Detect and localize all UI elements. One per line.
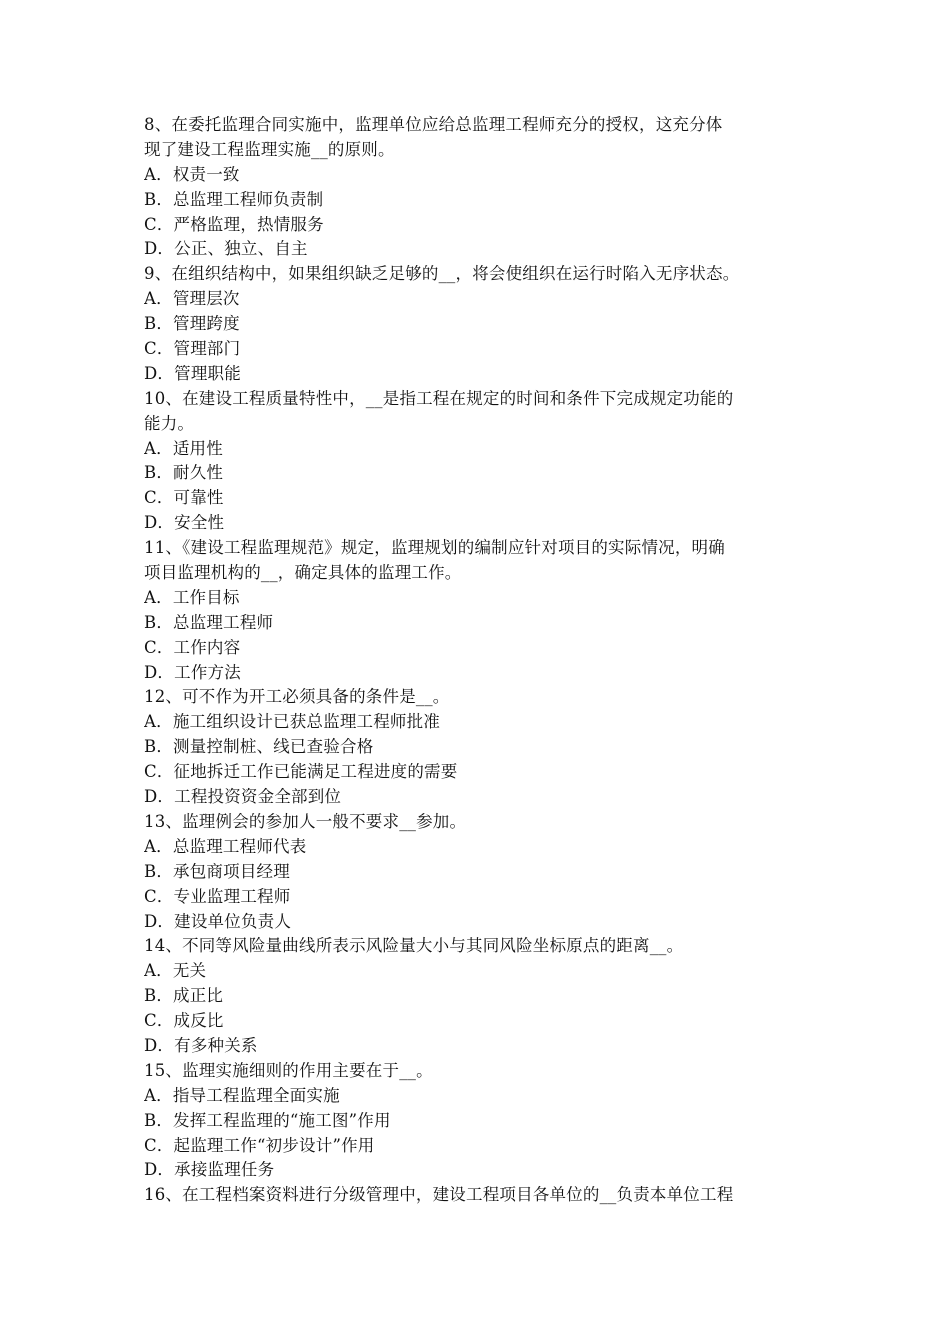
option-b: B．发挥工程监理的“施工图”作用: [144, 1110, 391, 1130]
question-16: [144, 1183, 808, 1208]
question-9: [144, 262, 808, 386]
option-d: D．管理职能: [144, 363, 241, 383]
option-b: B．测量控制桩、线已查验合格: [144, 737, 374, 757]
option-c: C．征地拆迁工作已能满足工程进度的需要: [144, 762, 458, 782]
question-text-line: 9、在组织结构中，如果组织缺乏足够的__，将会使组织在运行时陷入无序状态。: [144, 264, 740, 284]
question-text-line: 14、不同等风险量曲线所表示风险量大小与其同风险坐标原点的距离__。: [144, 936, 684, 956]
option-c: C．成反比: [144, 1011, 224, 1031]
option-b: B．总监理工程师: [144, 612, 274, 632]
question-8: [144, 113, 808, 262]
option-c: C．管理部门: [144, 339, 241, 359]
question-text-line: 现了建设工程监理实施__的原则。: [144, 139, 395, 159]
option-a: A．工作目标: [144, 587, 240, 607]
question-text-line: 12、可不作为开工必须具备的条件是__。: [144, 687, 450, 707]
option-d: D．工作方法: [144, 662, 241, 682]
question-text-line: 13、监理例会的参加人一般不要求__参加。: [144, 811, 467, 831]
option-d: D．工程投资资金全部到位: [144, 787, 342, 807]
option-c: C．起监理工作“初步设计”作用: [144, 1135, 375, 1155]
option-d: D．建设单位负责人: [144, 911, 292, 931]
option-b: B．耐久性: [144, 463, 224, 483]
option-b: B．管理跨度: [144, 314, 240, 334]
option-a: A．无关: [144, 961, 207, 981]
option-a: A．适用性: [144, 438, 223, 458]
option-a: A．权责一致: [144, 164, 240, 184]
option-a: A．总监理工程师代表: [144, 836, 307, 856]
question-15: [144, 1059, 808, 1183]
question-text-line: 8、在委托监理合同实施中，监理单位应给总监理工程师充分的授权，这充分体: [144, 115, 723, 134]
option-c: C．工作内容: [144, 637, 241, 657]
option-b: B．承包商项目经理: [144, 861, 290, 881]
question-text-line: 11、《建设工程监理规范》规定，监理规划的编制应针对项目的实际情况，明确: [144, 538, 725, 558]
question-text-line: 能力。: [144, 413, 195, 433]
option-a: A．指导工程监理全面实施: [144, 1085, 340, 1105]
option-d: D．安全性: [144, 513, 225, 533]
option-d: D．承接监理任务: [144, 1160, 275, 1180]
question-10: [144, 387, 808, 536]
question-12: [144, 685, 808, 809]
question-list: [144, 113, 808, 1208]
option-c: C．严格监理，热情服务: [144, 214, 324, 234]
question-text-line: 15、监理实施细则的作用主要在于__。: [144, 1060, 433, 1080]
option-a: A．管理层次: [144, 289, 240, 309]
question-text-line: 项目监理机构的__，确定具体的监理工作。: [144, 563, 462, 583]
question-text-line: 10、在建设工程质量特性中，__是指工程在规定的时间和条件下完成规定功能的: [144, 388, 734, 408]
question-text-line: 16、在工程档案资料进行分级管理中，建设工程项目各单位的__负责本单位工程: [144, 1185, 734, 1205]
option-d: D．有多种关系: [144, 1035, 258, 1055]
option-c: C．可靠性: [144, 488, 224, 508]
question-11: [144, 536, 808, 685]
option-b: B．总监理工程师负责制: [144, 189, 324, 209]
question-14: [144, 934, 808, 1058]
option-c: C．专业监理工程师: [144, 886, 291, 906]
option-b: B．成正比: [144, 986, 224, 1006]
question-13: [144, 810, 808, 934]
option-d: D．公正、独立、自主: [144, 239, 308, 259]
option-a: A．施工组织设计已获总监理工程师批准: [144, 712, 441, 732]
